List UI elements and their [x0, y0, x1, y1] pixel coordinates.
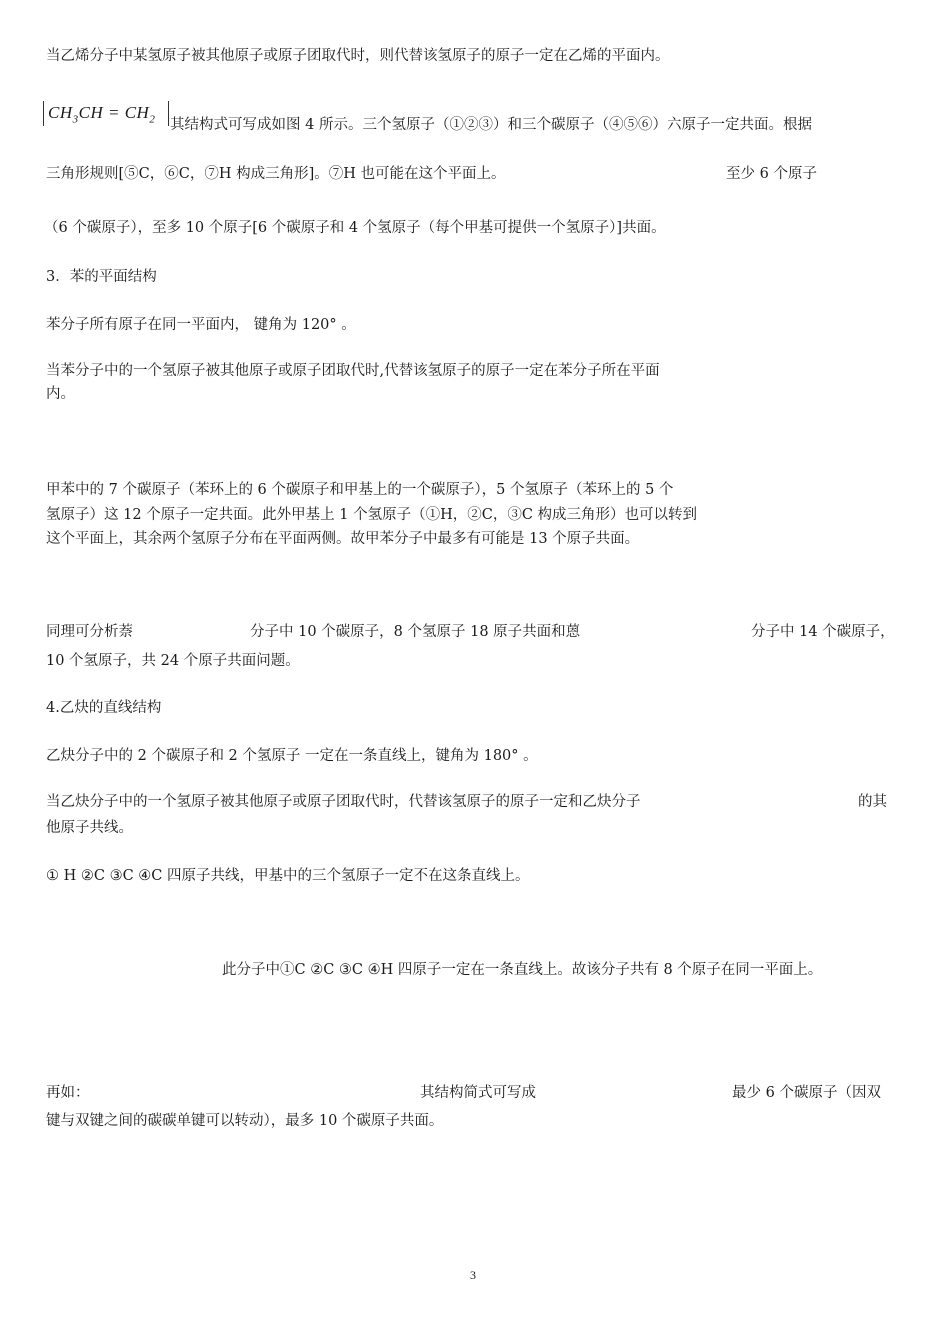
paragraph-four-atoms-collinear: ① H ②C ③C ④C 四原子共线，甲基中的三个氢原子一定不在这条直线上。	[46, 868, 530, 884]
paragraph-example-c: 最少 6 个碳原子（因双	[732, 1085, 881, 1101]
paragraph-example-a: 再如：	[46, 1085, 90, 1101]
paragraph-acetylene-line: 乙炔分子中的 2 个碳原子和 2 个氢原子 一定在一条直线上，键角为 180° 。	[46, 748, 538, 764]
paragraph-acetylene-substitution-c: 他原子共线。	[46, 820, 133, 836]
paragraph-anthracene-c: 分子中 14 个碳原子，	[751, 624, 895, 640]
paragraph-toluene-3: 这个平面上，其余两个氢原子分布在平面两侧。故甲苯分子中最多有可能是 13 个原子共面。	[46, 531, 640, 547]
section-heading-benzene: 3．苯的平面结构	[46, 269, 157, 285]
paragraph-toluene-1: 甲苯中的 7 个碳原子（苯环上的 6 个碳原子和甲基上的一个碳原子），5 个氢原子（苯环上的 5 个	[46, 482, 674, 498]
paragraph-propene-structure: 其结构式可写成如图 4 所示。三个氢原子（①②③）和三个碳原子（④⑤⑥）六原子一定共面。根据	[170, 117, 812, 133]
propene-formula: $CH_3CH = CH_2$	[48, 103, 156, 126]
propene-formula-image	[43, 101, 169, 126]
paragraph-min-atoms: 至少 6 个原子	[726, 166, 817, 182]
paragraph-toluene-2: 氢原子）这 12 个原子一定共面。此外甲基上 1 个氢原子（①H，②C，③C 构成三角形）也可以转到	[46, 507, 698, 523]
paragraph-anthracene-d: 10 个氢原子，共 24 个原子共面问题。	[46, 653, 300, 669]
paragraph-benzene-plane: 苯分子所有原子在同一平面内， 键角为 120° 。	[46, 317, 356, 333]
paragraph-benzene-substitution-2: 内。	[46, 386, 75, 402]
paragraph-acetylene-substitution-a: 当乙炔分子中的一个氢原子被其他原子或原子团取代时，代替该氢原子的原子一定和乙炔分子	[46, 794, 641, 810]
paragraph-acetylene-substitution-b: 的其	[858, 794, 887, 810]
paragraph-max-atoms: （6 个碳原子），至多 10 个原子[6 个碳原子和 4 个氢原子（每个甲基可提供一个氢原子）]共面。	[44, 220, 666, 236]
paragraph-example-d: 键与双键之间的碳碳单键可以转动），最多 10 个碳原子共面。	[46, 1113, 444, 1129]
paragraph-benzene-substitution-1: 当苯分子中的一个氢原子被其他原子或原子团取代时,代替该氢原子的原子一定在苯分子所在平面	[46, 363, 660, 379]
paragraph-example-b: 其结构简式可写成	[420, 1085, 536, 1101]
paragraph-naphthalene-b: 分子中 10 个碳原子，8 个氢原子 18 原子共面和蒽	[250, 624, 581, 640]
paragraph-naphthalene-a: 同理可分析萘	[46, 624, 133, 640]
paragraph-ethylene-substitution: 当乙烯分子中某氢原子被其他原子或原子团取代时，则代替该氢原子的原子一定在乙烯的平面内。	[46, 48, 670, 64]
page-number: 3	[470, 1268, 476, 1282]
paragraph-eight-atoms-plane: 此分子中①C ②C ③C ④H 四原子一定在一条直线上。故该分子共有 8 个原子在同一平面上。	[222, 962, 823, 978]
paragraph-triangle-rule: 三角形规则[⑤C，⑥C，⑦H 构成三角形]。⑦H 也可能在这个平面上。	[46, 166, 506, 182]
section-heading-acetylene: 4.乙炔的直线结构	[46, 700, 162, 716]
